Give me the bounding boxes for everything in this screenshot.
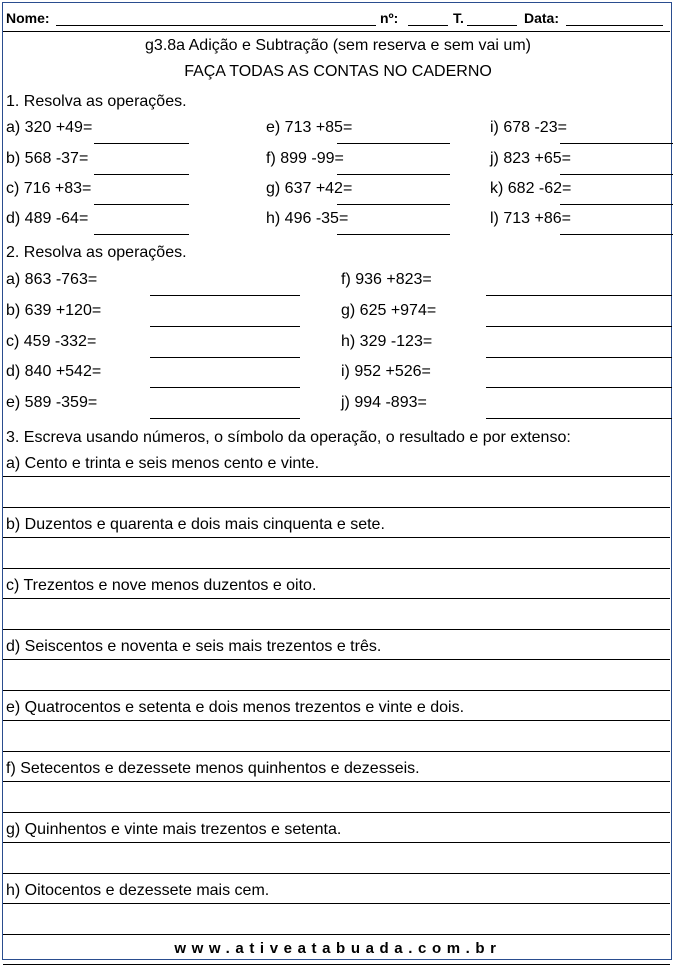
section1-answer-line[interactable] — [94, 234, 189, 235]
section1-problem: a) 320 +49= — [6, 119, 93, 136]
section3-rule — [3, 537, 670, 538]
section1-answer-line[interactable] — [560, 174, 673, 175]
section1-problem: e) 713 +85= — [266, 119, 353, 136]
section2-answer-line[interactable] — [486, 418, 672, 419]
section2-answer-line[interactable] — [486, 295, 672, 296]
section1-answer-line[interactable] — [337, 143, 450, 144]
section3-answer-line[interactable] — [3, 507, 670, 508]
section1-problem: l) 713 +86= — [490, 210, 571, 227]
section1-problem: j) 823 +65= — [490, 150, 571, 167]
section3-prompt: d) Seiscentos e noventa e seis mais trezentos e três. — [6, 638, 382, 655]
name-label: Nome: — [6, 10, 50, 26]
section1-answer-line[interactable] — [94, 143, 189, 144]
section2-problem: j) 994 -893= — [341, 394, 427, 411]
section1-answer-line[interactable] — [337, 204, 450, 205]
footer-url: www.ativeatabuada.com.br — [174, 940, 502, 957]
section2-problem: b) 639 +120= — [6, 302, 102, 319]
section1-problem: f) 899 -99= — [266, 150, 344, 167]
name-field[interactable] — [56, 11, 376, 26]
page-border — [2, 2, 672, 960]
section3-prompt: c) Trezentos e nove menos duzentos e oito. — [6, 577, 317, 594]
section1-problem: b) 568 -37= — [6, 150, 89, 167]
section3-answer-line[interactable] — [3, 629, 670, 630]
section2-answer-line[interactable] — [150, 295, 300, 296]
section3-rule — [3, 598, 670, 599]
section2-problem: e) 589 -359= — [6, 394, 98, 411]
section2-problem: d) 840 +542= — [6, 363, 102, 380]
section2-answer-line[interactable] — [486, 357, 672, 358]
section2-problem: h) 329 -123= — [341, 333, 433, 350]
number-field[interactable] — [408, 11, 448, 26]
section3-rule — [3, 781, 670, 782]
section2-answer-line[interactable] — [150, 357, 300, 358]
section3-title: 3. Escreva usando números, o símbolo da operação, o resultado e por extenso: — [6, 429, 571, 446]
section3-prompt: g) Quinhentos e vinte mais trezentos e setenta. — [6, 821, 342, 838]
section2-title: 2. Resolva as operações. — [6, 244, 187, 261]
section3-answer-line[interactable] — [3, 873, 670, 874]
section1-problem: i) 678 -23= — [490, 119, 567, 136]
section3-prompt: f) Setecentos e dezessete menos quinhentos e dezesseis. — [6, 760, 420, 777]
section2-problem: f) 936 +823= — [341, 271, 432, 288]
section2-answer-line[interactable] — [150, 418, 300, 419]
section2-problem: i) 952 +526= — [341, 363, 431, 380]
header-divider — [3, 31, 670, 32]
section3-answer-line[interactable] — [3, 934, 670, 935]
class-label: T. — [453, 10, 464, 26]
section1-answer-line[interactable] — [337, 234, 450, 235]
section3-prompt: b) Duzentos e quarenta e dois mais cinquenta e sete. — [6, 516, 385, 533]
section1-answer-line[interactable] — [94, 174, 189, 175]
number-label: nº: — [380, 10, 399, 26]
section1-problem: k) 682 -62= — [490, 180, 572, 197]
section2-answer-line[interactable] — [150, 387, 300, 388]
section2-problem: g) 625 +974= — [341, 302, 437, 319]
section1-problem: d) 489 -64= — [6, 210, 89, 227]
date-field[interactable] — [566, 11, 663, 26]
section1-answer-line[interactable] — [337, 174, 450, 175]
section1-problem: c) 716 +83= — [6, 180, 92, 197]
section3-rule — [3, 842, 670, 843]
section3-rule — [3, 903, 670, 904]
section2-answer-line[interactable] — [486, 387, 672, 388]
worksheet-instruction: FAÇA TODAS AS CONTAS NO CADERNO — [184, 63, 492, 80]
section1-answer-line[interactable] — [560, 143, 673, 144]
class-field[interactable] — [467, 11, 517, 26]
section3-answer-line[interactable] — [3, 812, 670, 813]
section2-answer-line[interactable] — [486, 326, 672, 327]
section3-answer-line[interactable] — [3, 751, 670, 752]
section3-rule — [3, 476, 670, 477]
section2-problem: c) 459 -332= — [6, 333, 97, 350]
section1-answer-line[interactable] — [94, 204, 189, 205]
section3-prompt: e) Quatrocentos e setenta e dois menos trezentos e vinte e dois. — [6, 699, 465, 716]
section3-prompt: h) Oitocentos e dezessete mais cem. — [6, 882, 270, 899]
section1-problem: h) 496 -35= — [266, 210, 349, 227]
section1-answer-line[interactable] — [560, 234, 673, 235]
section3-answer-line[interactable] — [3, 690, 670, 691]
section3-rule — [3, 659, 670, 660]
date-label: Data: — [524, 10, 560, 26]
section1-answer-line[interactable] — [560, 204, 673, 205]
section3-prompt: a) Cento e trinta e seis menos cento e vinte. — [6, 455, 320, 472]
section2-answer-line[interactable] — [150, 326, 300, 327]
section3-rule — [3, 720, 670, 721]
section2-problem: a) 863 -763= — [6, 271, 98, 288]
section3-answer-line[interactable] — [3, 568, 670, 569]
worksheet-subtitle: g3.8a Adição e Subtração (sem reserva e sem vai um) — [145, 37, 531, 54]
section1-problem: g) 637 +42= — [266, 180, 353, 197]
section1-title: 1. Resolva as operações. — [6, 93, 187, 110]
